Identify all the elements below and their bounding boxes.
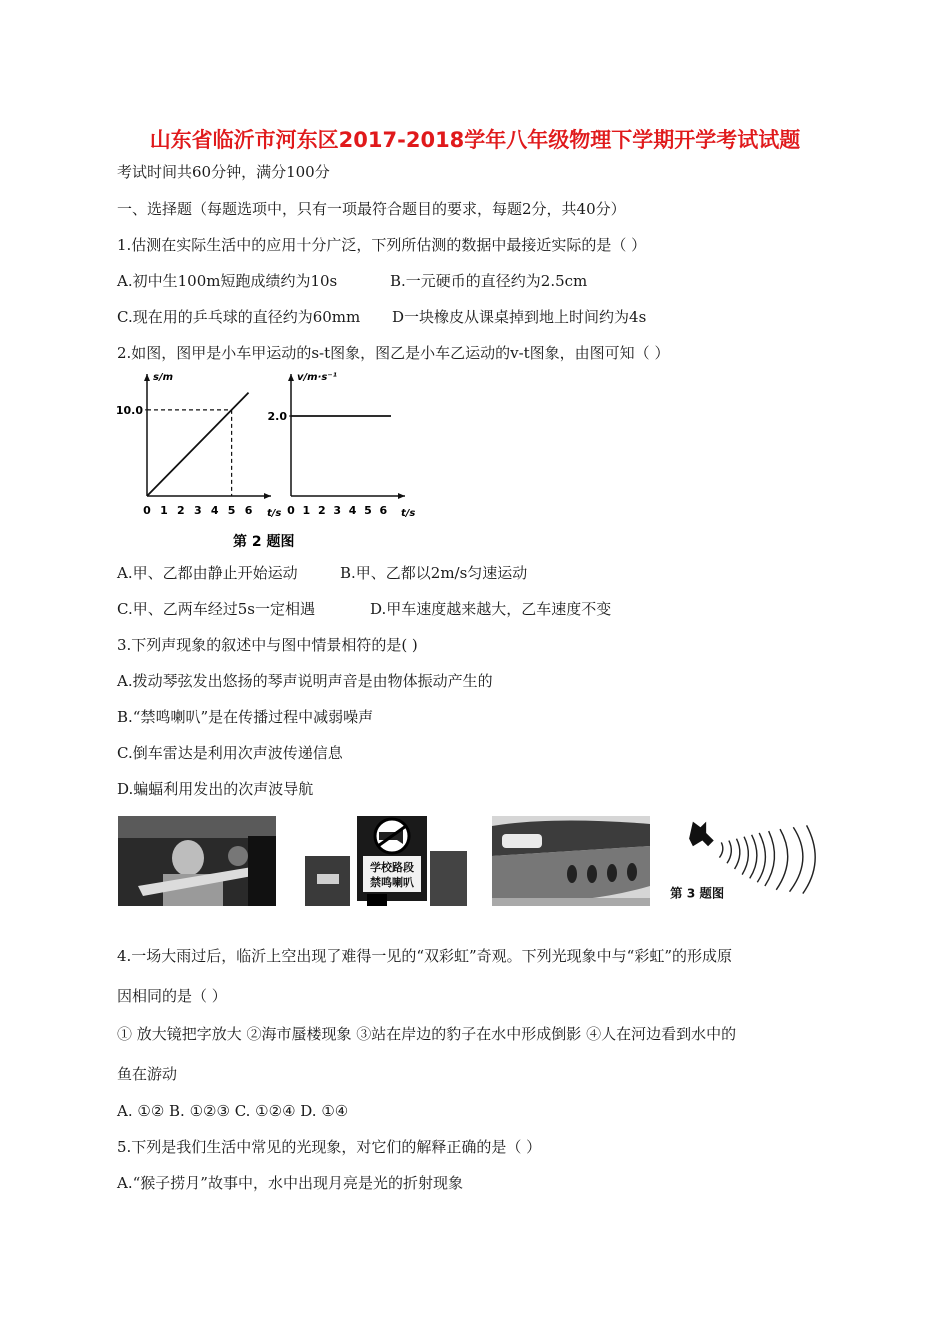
x-tick-label: 4 (210, 504, 219, 517)
y-axis-arrow (288, 374, 294, 381)
sign-text-2: 禁鸣喇叭 (370, 876, 414, 889)
y-tick-label: 2.0 (267, 410, 287, 423)
q1-option-a: A.初中生100m短跑成绩约为10s (117, 272, 338, 290)
x-tick-label: 1 (160, 504, 168, 517)
x-axis-arrow (264, 493, 271, 499)
q2-stem: 2.如图，图甲是小车甲运动的s-t图象，图乙是小车乙运动的v-t图象，由图可知（ ） (117, 344, 670, 362)
q4-options: A. ①② B. ①②③ C. ①②④ D. ①④ (117, 1102, 349, 1120)
q3-stem: 3.下列声现象的叙述中与图中情景相符的是( ) (117, 636, 418, 654)
no-horn-sign-photo (305, 816, 467, 906)
x-axis-label: t/s (267, 508, 282, 519)
q1-stem: 1.估测在实际生活中的应用十分广泛，下列所估测的数据中最接近实际的是（ ） (117, 236, 647, 254)
q2-option-c: C.甲、乙两车经过5s一定相遇 (117, 600, 315, 618)
y-axis-arrow (144, 374, 150, 381)
guitar-player-photo (118, 816, 276, 906)
x-tick-label: 0 (143, 504, 151, 517)
q3-option-b: B.“禁鸣喇叭”是在传播过程中减弱噪声 (117, 708, 374, 726)
document-title: 山东省临沂市河东区2017-2018学年八年级物理下学期开学考试试题 (149, 128, 801, 152)
y-tick-label: 10.0 (115, 403, 143, 417)
q2-figure-caption: 第 2 题图 (233, 534, 295, 550)
x-axis-arrow (398, 493, 405, 499)
car-radar-photo (492, 816, 650, 906)
q1-option-b: B.一元硬币的直径约为2.5cm (390, 272, 588, 290)
x-tick-label: 2 (317, 504, 326, 517)
q4-stem-line2: 因相同的是（ ） (117, 987, 227, 1005)
x-tick-label: 5 (364, 504, 372, 517)
series-line (147, 393, 249, 496)
x-tick-label: 6 (244, 504, 253, 517)
q3-figure-caption: 第 3 题图 (670, 886, 725, 901)
exam-info: 考试时间共60分钟，满分100分 (117, 163, 330, 181)
q3-option-d: D.蝙蝠利用发出的次声波导航 (117, 780, 314, 798)
chart-vt (268, 372, 416, 519)
chart-st (116, 372, 282, 519)
q4-stem-line1: 4.一场大雨过后，临沂上空出现了难得一见的“双彩虹”奇观。下列光现象中与“彩虹”的形成原 (117, 947, 732, 965)
x-tick-label: 6 (379, 504, 388, 517)
x-axis-label: t/s (401, 508, 416, 519)
q5-stem: 5.下列是我们生活中常见的光现象，对它们的解释正确的是（ ） (117, 1138, 542, 1156)
q2-figure (115, 372, 416, 552)
q5-option-a: A.“猴子捞月”故事中，水中出现月亮是光的折射现象 (117, 1174, 463, 1192)
x-tick-label: 0 (287, 504, 295, 517)
section-heading: 一、选择题（每题选项中，只有一项最符合题目的要求，每题2分，共40分） (117, 200, 626, 218)
x-tick-label: 3 (193, 504, 202, 517)
q2-option-d: D.甲车速度越来越大，乙车速度不变 (370, 600, 612, 618)
q1-option-d: D一块橡皮从课桌掉到地上时间约为4s (392, 308, 647, 326)
q2-option-b: B.甲、乙都以2m/s匀速运动 (340, 564, 528, 582)
q3-option-a: A.拨动琴弦发出悠扬的琴声说明声音是由物体振动产生的 (117, 672, 493, 690)
x-tick-label: 5 (227, 504, 236, 517)
x-tick-label: 3 (333, 504, 341, 517)
q4-items-line2: 鱼在游动 (117, 1065, 178, 1083)
x-tick-label: 1 (302, 504, 311, 517)
x-tick-label: 2 (177, 504, 185, 517)
q3-option-c: C.倒车雷达是利用次声波传递信息 (117, 744, 343, 762)
bat-echolocation-figure (660, 814, 830, 904)
q2-option-a: A.甲、乙都由静止开始运动 (117, 564, 298, 582)
q4-items-line1: ① 放大镜把字放大 ②海市蜃楼现象 ③站在岸边的豹子在水中形成倒影 ④人在河边看到水中的 (117, 1025, 737, 1043)
x-tick-label: 4 (348, 504, 357, 517)
y-axis-label: v/m·s⁻¹ (297, 372, 337, 383)
y-axis-label: s/m (153, 372, 174, 383)
q1-option-c: C.现在用的乒乓球的直径约为60mm (117, 308, 361, 326)
sign-text-1: 学校路段 (370, 861, 414, 874)
